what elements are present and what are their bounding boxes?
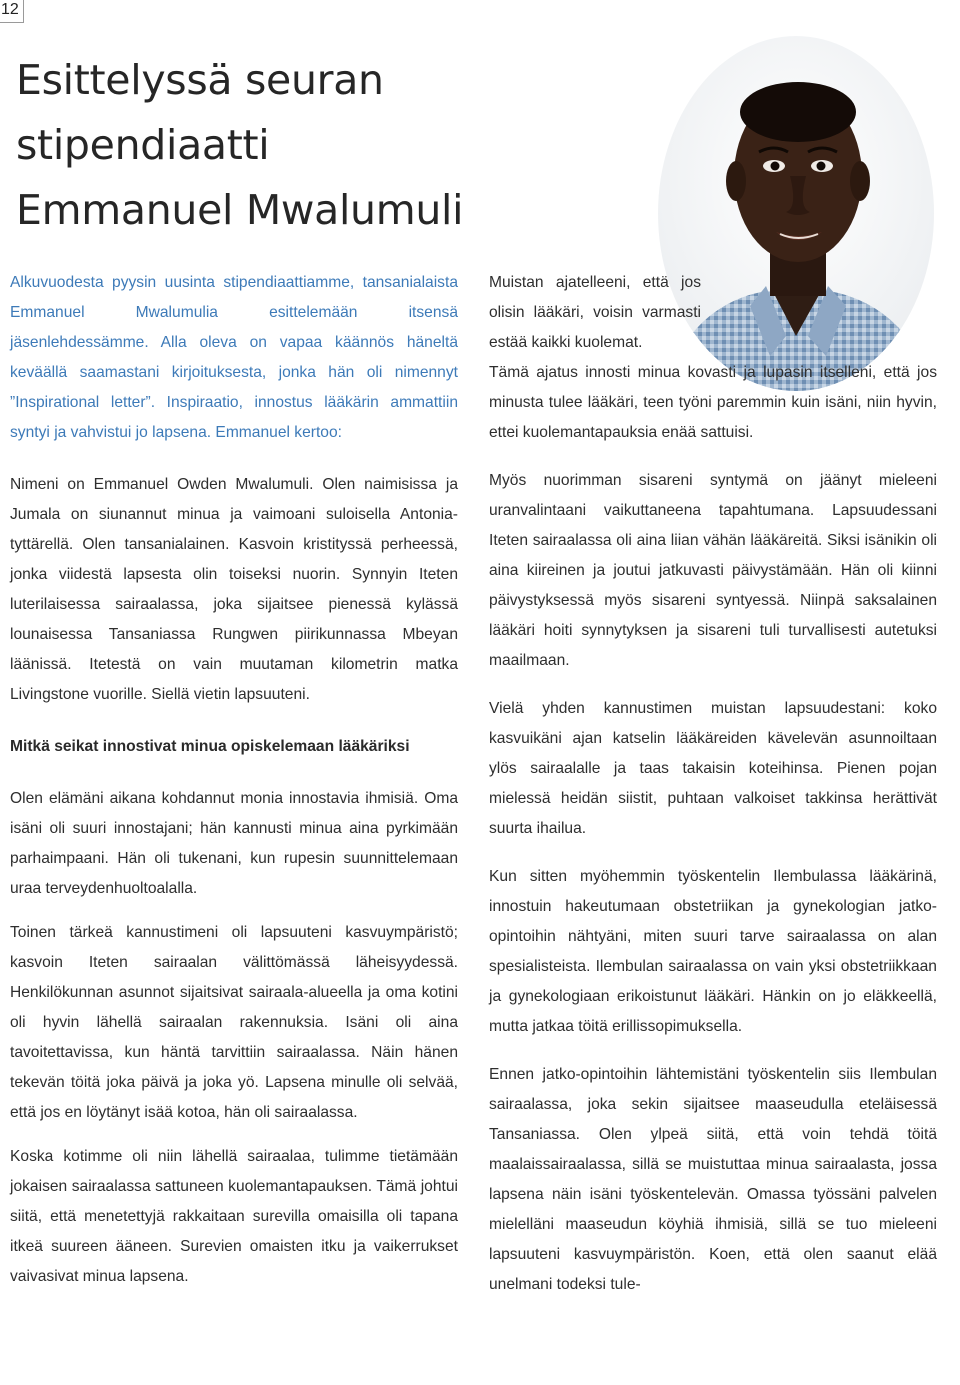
right-paragraph-1: Tämä ajatus innosti minua kovasti ja lupasin itselleni, että jos minusta tulee lääkäri, teen työni paremmin kuin isäni, niin hyvin, ettei kuolemantapauksia enää sattuisi. bbox=[489, 364, 937, 441]
article-subheading: Mitkä seikat innostivat minua opiskelemaan lääkäriksi bbox=[10, 738, 410, 755]
title-line-1: Esittelyssä seuran bbox=[16, 56, 384, 104]
title-line-2: stipendiaatti bbox=[16, 121, 270, 169]
left-paragraph-4: Koska kotimme oli niin lähellä sairaalaa, tulimme tietämään jokaisen sairaalassa sattuneen kuolemantapauksen. Tämä johtui siitä, että menetettyjä rakkaitaan surevilla omaisilla oli tapana itkeä suureen ääneen. Surevien omaisten itku ja vaikerrukset vaivasivat minua lapsena. bbox=[10, 1148, 458, 1285]
right-paragraph-5: Ennen jatko-opintoihin lähtemistäni työskentelin siis Ilembulan sairaalassa, joka sekin sijaitsee maaseudulla eteläisessä Tansaniassa. Olen ylpeä siitä, että voin tehdä töitä maalaissairaalassa, sillä se muistuttaa minua sairaalasta, jossa lapsena näin isäni työskentelevän. Omassa työssäni palvelen mielelläni maaseudun köyhiä ihmisiä, sillä se tuo mieleeni lapsuuteni kasvuympäristön. Koen, että olen saanut elää unelmani todeksi tule- bbox=[489, 1066, 937, 1293]
right-column bbox=[489, 268, 937, 1300]
right-paragraph-2: Myös nuorimman sisareni syntymä on jäänyt mieleeni uranvalintaani vaikuttaneena tapahtumana. Lapsuudessani Iteten sairaalassa oli aina liian vähän lääkäreitä. Siksi isänikin oli aina kiireinen ja joutui jatkuvasti päivystämään. Hän oli kiinni päivystyksessä myös sisareni syntyessä. Niinpä saksalainen lääkäri hoiti synnytyksen ja sisareni tuli turvallisesti autetuksi maailmaan. bbox=[489, 472, 937, 669]
left-paragraph-3: Toinen tärkeä kannustimeni oli lapsuuteni kasvuympäristö; kasvoin Iteten sairaalan välittömässä läheisyydessä. Henkilökunnan asunnot sijaitsivat sairaala-alueella ja oma kotini oli hyvin lähellä sairaalan rakennuksia. Isäni oli aina tavoitettavissa, kun häntä tarvittiin sairaalassa. Näin hänen tekevän töitä joka päivä ja joka yö. Lapsena minulle oli selvää, että jos en löytänyt isää kotoa, hän oli sairaalassa. bbox=[10, 924, 458, 1121]
article-title bbox=[16, 48, 486, 243]
article-intro: Alkuvuodesta pyysin uusinta stipendiaattiamme, tansanialaista Emmanuel Mwalumulia esittelemään itsensä jäsenlehdessämme. Alla oleva on vapaa käännös häneltä keväällä saamastani kirjoituksesta, jonka hän oli nimennyt ”Inspirational letter”. Inspiraatio, innostus lääkärin ammattiin syntyi ja vahvistui jo lapsena. Emmanuel kertoo: bbox=[10, 274, 458, 441]
left-paragraph-2: Olen elämäni aikana kohdannut monia innostavia ihmisiä. Oma isäni oli suuri innostajani; hän kannusti minua aina pyrkimään parhaimpaani. Hän oli tukenani, kun rupesin suunnittelemaan uraa terveydenhuoltoalalla. bbox=[10, 790, 458, 897]
right-paragraph-4: Kun sitten myöhemmin työskentelin Ilembulassa lääkärinä, innostuin hakeutumaan obstetriikan ja gynekologian jatko-opintoihin nähtyäni, miten suuri tarve sairaalassa on alan spesialisteista. Ilembulan sairaalassa on vain yksi obstetriikkaan ja gynekologiaan erikoistunut lääkäri. Hänkin on jo eläkkeellä, mutta jatkaa töitä erillissopimuksella. bbox=[489, 868, 937, 1035]
left-paragraph-1: Nimeni on Emmanuel Owden Mwalumuli. Olen naimisissa ja Jumala on siunannut minua ja vaimoani suloisella Antonia-tyttärellä. Olen tansanialainen. Kasvoin kristityssä perheessä, jonka viidestä lapsesta olin toiseksi nuorin. Synnyin Iteten luterilaisessa sairaalassa, joka sijaitsee pienessä kylässä lounaisessa Tansaniassa Rungwen piirikunnassa Mbeyan läänissä. Itetestä on vain muutaman kilometrin matka Livingstone vuorille. Siellä vietin lapsuuteni. bbox=[10, 476, 458, 703]
left-column bbox=[10, 268, 458, 1292]
right-paragraph-3: Vielä yhden kannustimen muistan lapsuudestani: koko kasvuikäni ajan katselin lääkäreiden kävelevän asunnoiltaan ylös sairaalalle ja taas takaisin koteihinsa. Pienen pojan mielessä heidän siistit, puhtaan valkoiset takkinsa herättivät suurta ihailua. bbox=[489, 700, 937, 837]
right-paragraph-wrap: Muistan ajatelleeni, että jos olisin lääkäri, voisin varmasti estää kaikki kuolemat. bbox=[489, 274, 701, 351]
page-number: 12 bbox=[0, 0, 24, 23]
title-line-3: Emmanuel Mwalumuli bbox=[16, 186, 464, 234]
